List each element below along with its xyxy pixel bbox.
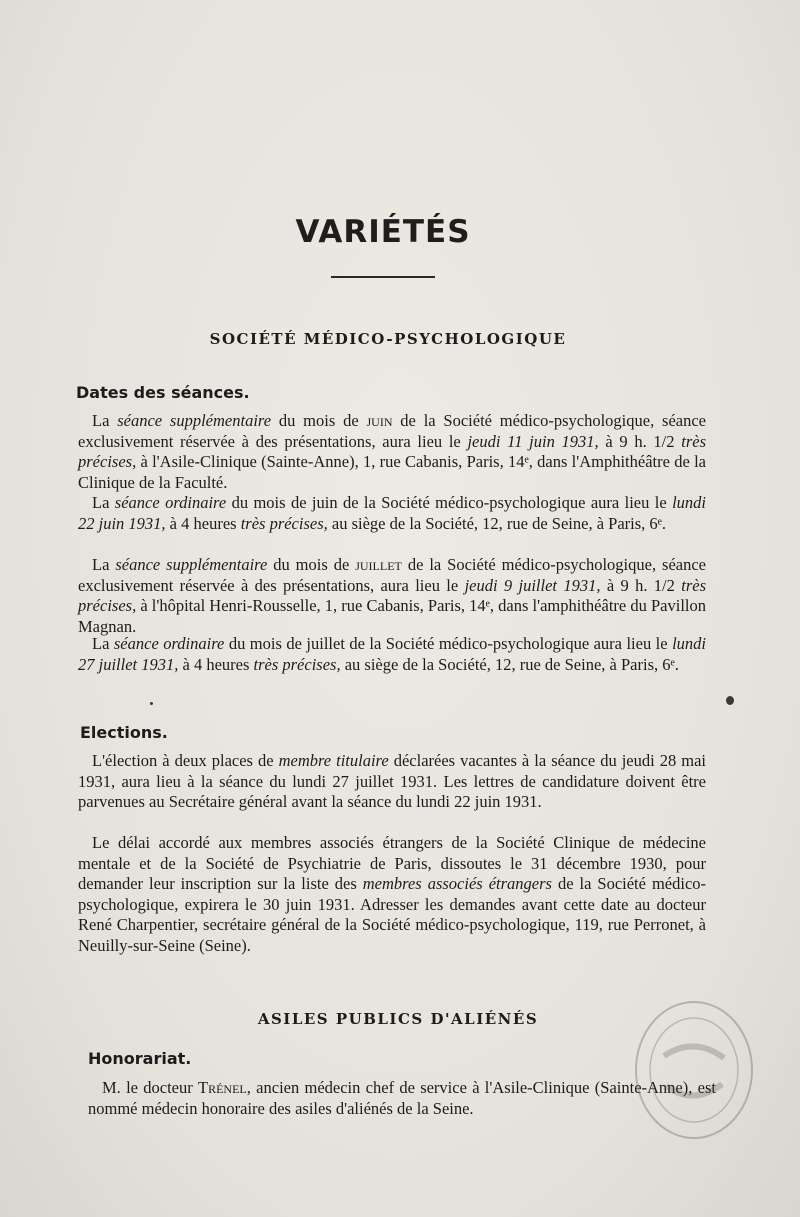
paragraph-seance-ord-juillet: La séance ordinaire du mois de juillet de la Société médico-psychologique aura lieu le lundi 27 juillet 1931, à 4 heures très précises, au siège de la Société, 12, rue de Seine, à Paris, 6ᵉ. bbox=[78, 634, 706, 674]
paragraph-seance-ord-juin: La séance ordinaire du mois de juin de la Société médico-psychologique aura lieu le lundi 22 juin 1931, à 4 heures très précises, au siège de la Société, 12, rue de Seine, à Paris, 6ᵉ. bbox=[78, 493, 706, 533]
library-stamp bbox=[624, 996, 760, 1148]
paragraph-election: L'élection à deux places de membre titulaire déclarées vacantes à la séance du jeudi 28 mai 1931, aura lieu à la séance du lundi 27 juillet 1931. Les lettres de candidature doivent être parvenues au Secrétaire général avant la séance du lundi 22 juin 1931. bbox=[78, 751, 706, 812]
subheading-dates: Dates des séances. bbox=[76, 383, 250, 402]
page-title: VARIÉTÉS bbox=[295, 214, 471, 250]
subheading-elections: Elections. bbox=[80, 723, 168, 742]
paragraph-honorariat: M. le docteur Trénel, ancien médecin chef de service à l'Asile-Clinique (Sainte-Anne), est nommé médecin honoraire des asiles d'aliénés de la Seine. bbox=[88, 1078, 716, 1118]
section-heading-asiles: ASILES PUBLICS D'ALIÉNÉS bbox=[257, 1010, 539, 1028]
ink-speck bbox=[726, 696, 734, 705]
ink-speck bbox=[150, 702, 153, 705]
paragraph-delai: Le délai accordé aux membres associés étrangers de la Société Clinique de médecine mentale et de la Société de Psychiatrie de Paris, dissoutes le 31 décembre 1930, pour demander leur inscription sur la liste des membres associés étrangers de la Société médico-psychologique, expirera le 30 juin 1931. Adresser les demandes avant cette date au docteur René Charpentier, secrétaire général de la Société médico-psychologique, 119, rue Perronet, à Neuilly-sur-Seine (Seine). bbox=[78, 833, 707, 955]
section-heading-societe: SOCIÉTÉ MÉDICO-PSYCHOLOGIQUE bbox=[209, 330, 567, 348]
subheading-honorariat: Honorariat. bbox=[88, 1049, 192, 1068]
paragraph-seance-supp-juin: La séance supplémentaire du mois de juin de la Société médico-psychologique, séance exclusivement réservée à des présentations, aura lieu le jeudi 11 juin 1931, à 9 h. 1/2 très précises, à l'Asile-Clinique (Sainte-Anne), 1, rue Cabanis, Paris, 14ᵉ, dans l'Amphithéâtre de la Clinique de la Faculté. bbox=[78, 411, 706, 492]
paragraph-seance-supp-juillet: La séance supplémentaire du mois de juillet de la Société médico-psychologique, séance exclusivement réservée à des présentations, aura lieu le jeudi 9 juillet 1931, à 9 h. 1/2 très précises, à l'hôpital Henri-Rousselle, 1, rue Cabanis, Paris, 14ᵉ, dans l'amphithéâtre du Pavillon Magnan. bbox=[78, 555, 706, 636]
title-rule bbox=[331, 276, 435, 278]
